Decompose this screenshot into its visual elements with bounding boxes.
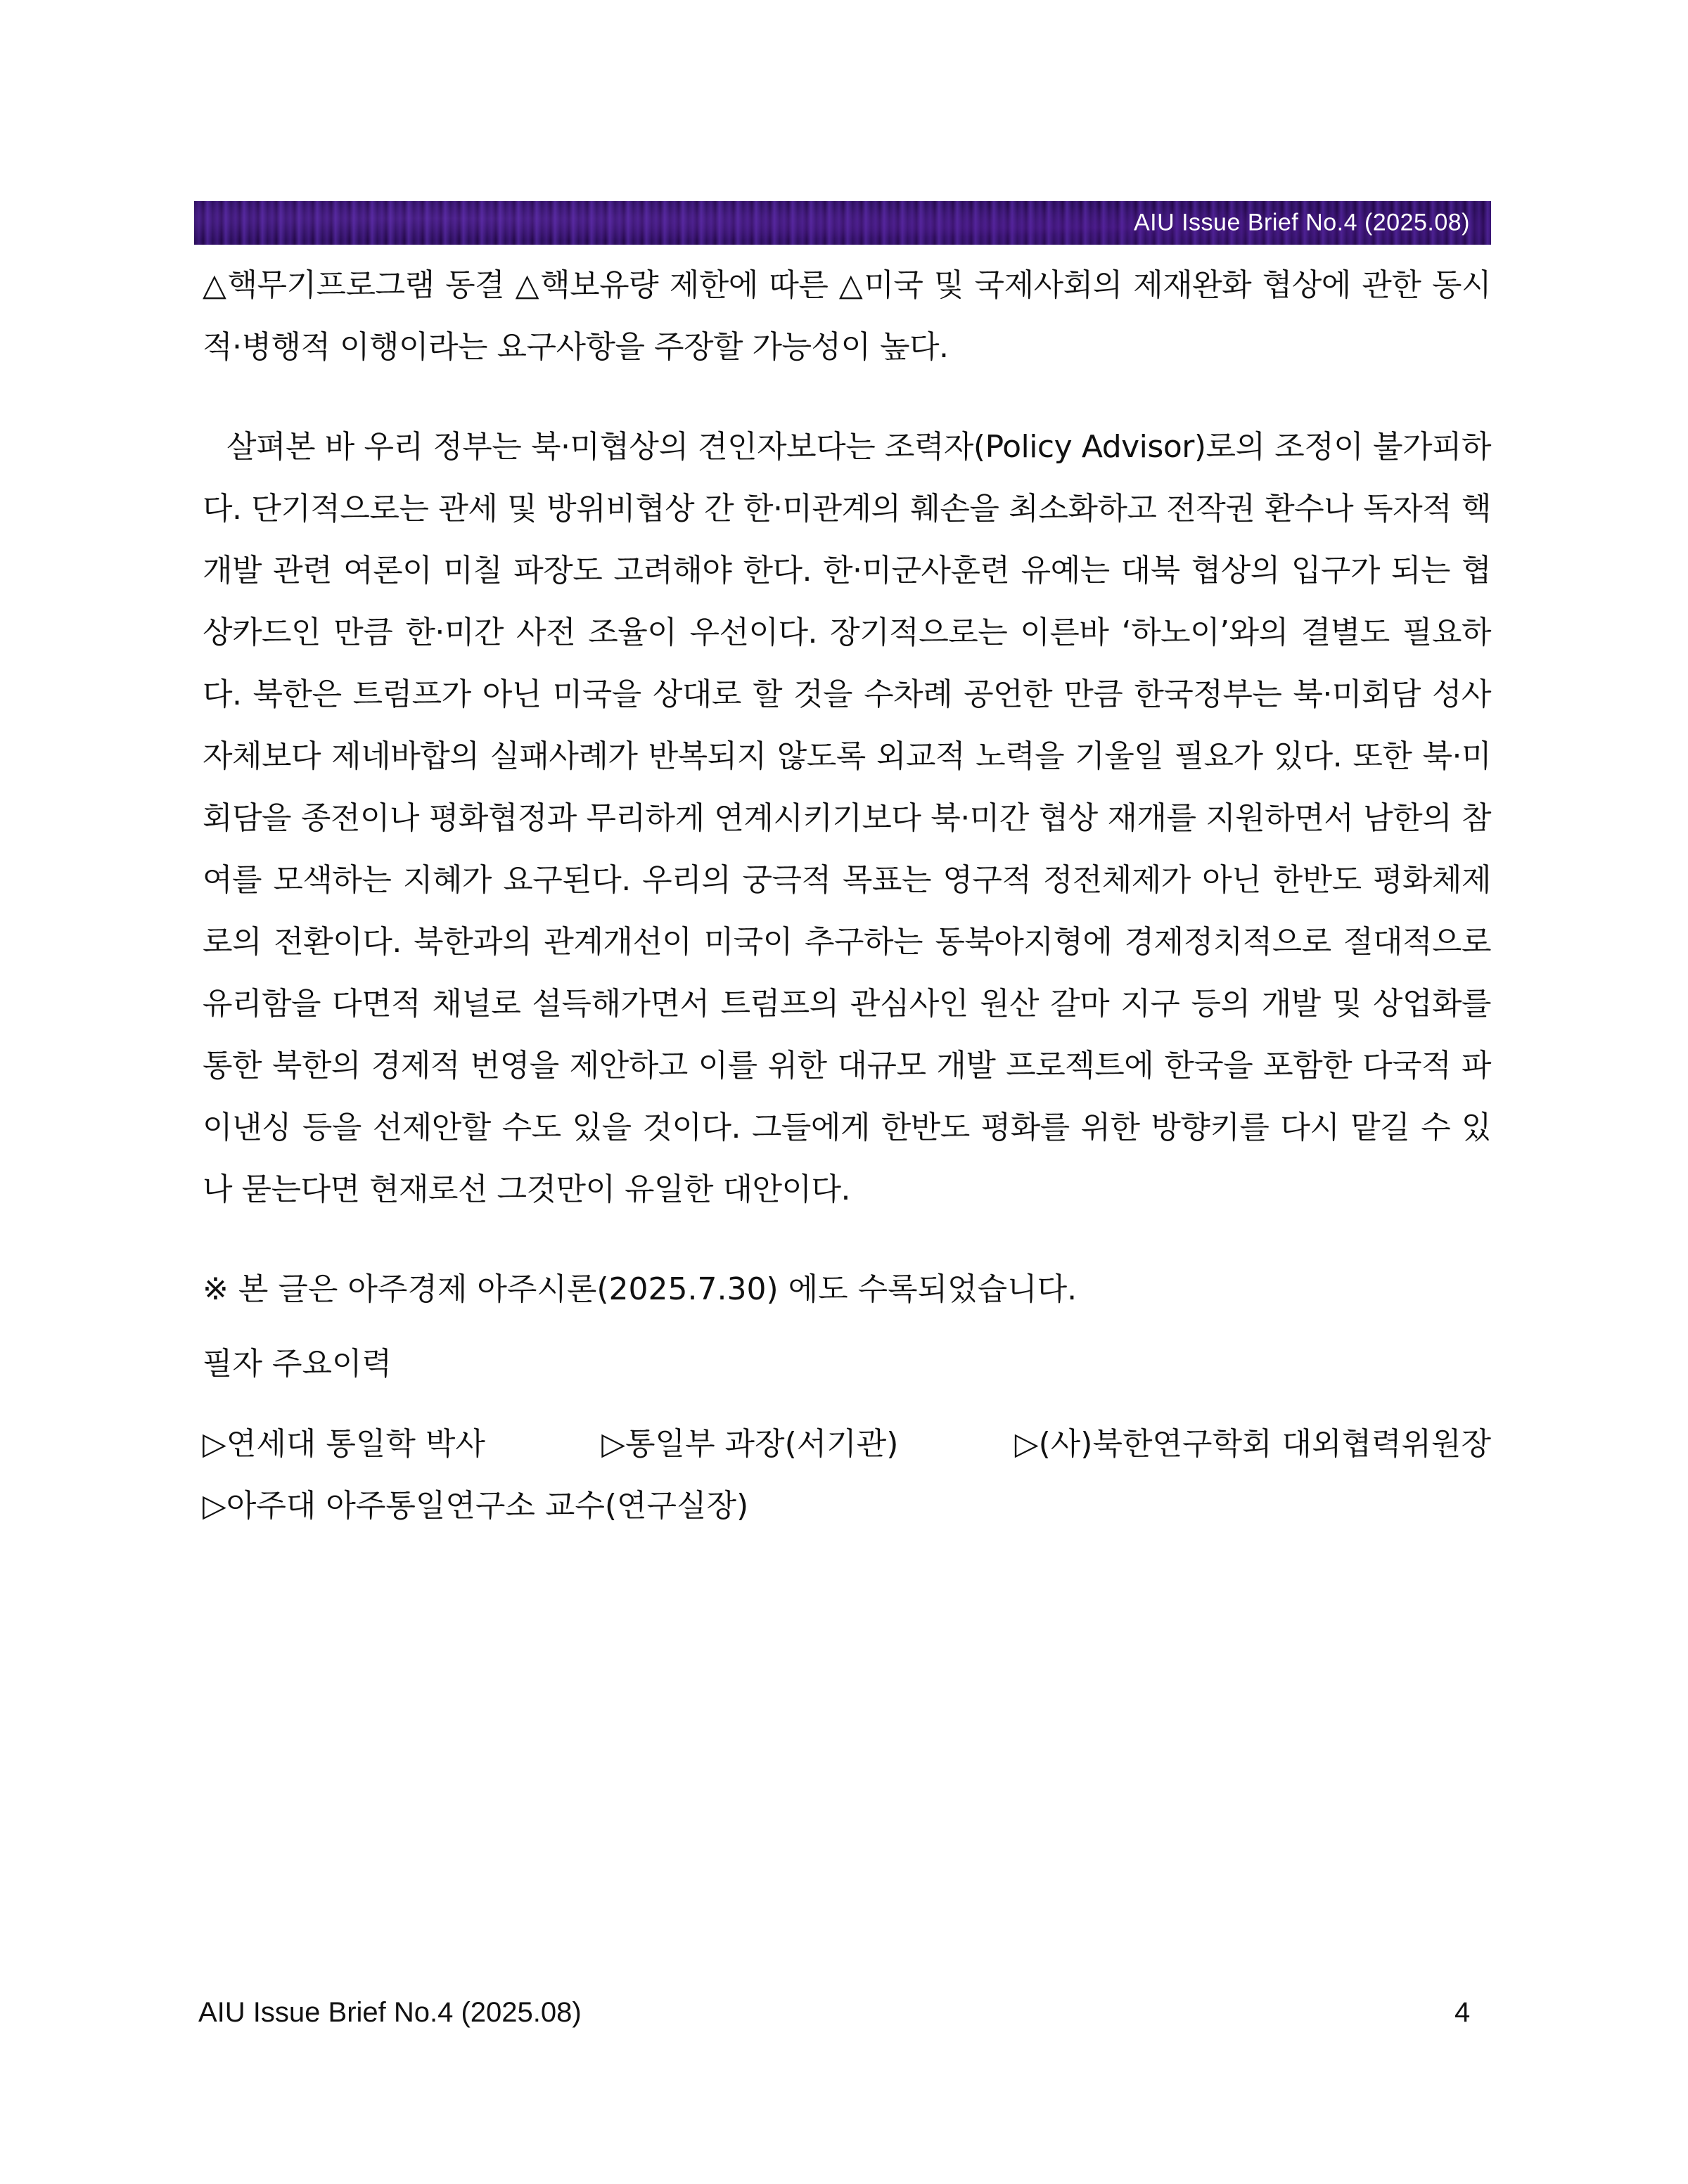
publication-note: ※ 본 글은 아주경제 아주시론(2025.7.30) 에도 수록되었습니다. <box>203 1271 1078 1307</box>
spacer <box>203 1321 1491 1333</box>
author-career-line-2 <box>203 1475 1491 1537</box>
career-item: ▷아주대 아주통일연구소 교수(연구실장) <box>203 1488 749 1524</box>
author-career-line-1 <box>203 1413 1491 1475</box>
document-body <box>203 255 1491 1537</box>
paragraph-main: 살펴본 바 우리 정부는 북·미협상의 견인자보다는 조력자(Policy Advisor)로의 조정이 불가피하다. 단기적으로는 관세 및 방위비협상 간 한·미관계의 훼손을 최소화하고 전작권 환수나 독자적 핵개발 관련 여론이 미칠 파장도 고려해야 한다. 한·미군사훈련 유예는 대북 협상의 입구가 되는 협상카드인 만큼 한·미간 사전 조율이 우선이다. 장기적으로는 이른바 ‘하노이’와의 결별도 필요하다. 북한은 트럼프가 아닌 미국을 상대로 할 것을 수차례 공언한 만큼 한국정부는 북·미회담 성사 자체보다 제네바합의 실패사례가 반복되지 않도록 외교적 노력을 기울일 필요가 있다. 또한 북·미회담을 종전이나 평화협정과 무리하게 연계시키기보다 북·미간 협상 재개를 지원하면서 남한의 참여를 모색하는 지혜가 요구된다. 우리의 궁극적 목표는 영구적 정전체제가 아닌 한반도 평화체제로의 전환이다. 북한과의 관계개선이 미국이 추구하는 동북아지형에 경제정치적으로 절대적으로 유리함을 다면적 채널로 설득해가면서 트럼프의 관심사인 원산 갈마 지구 등의 개발 및 상업화를 통한 북한의 경제적 번영을 제안하고 이를 위한 대규모 개발 프로젝트에 한국을 포함한 다국적 파이낸싱 등을 선제안할 수도 있을 것이다. 그들에게 한반도 평화를 위한 방향키를 다시 맡길 수 있나 묻는다면 현재로선 그것만이 유일한 대안이다. <box>203 429 1491 1207</box>
career-item: ▷통일부 과장(서기관) <box>601 1426 899 1462</box>
header-title: AIU Issue Brief No.4 (2025.08) <box>1133 209 1470 236</box>
page-number: 4 <box>1454 1997 1471 2028</box>
career-item: ▷(사)북한연구학회 대외협력위원장 <box>1014 1426 1491 1462</box>
spacer <box>203 1221 1491 1259</box>
paragraph-continued: △핵무기프로그램 동결 △핵보유량 제한에 따른 △미국 및 국제사회의 제재완화 협상에 관한 동시적·병행적 이행이라는 요구사항을 주장할 가능성이 높다. <box>203 267 1491 365</box>
spacer <box>203 378 1491 416</box>
header-banner <box>194 201 1491 245</box>
spacer <box>203 1395 1491 1413</box>
career-item: ▷연세대 통일학 박사 <box>203 1426 485 1462</box>
author-profile-title: 필자 주요이력 <box>203 1346 392 1382</box>
footer-publication: AIU Issue Brief No.4 (2025.08) <box>198 1997 582 2028</box>
